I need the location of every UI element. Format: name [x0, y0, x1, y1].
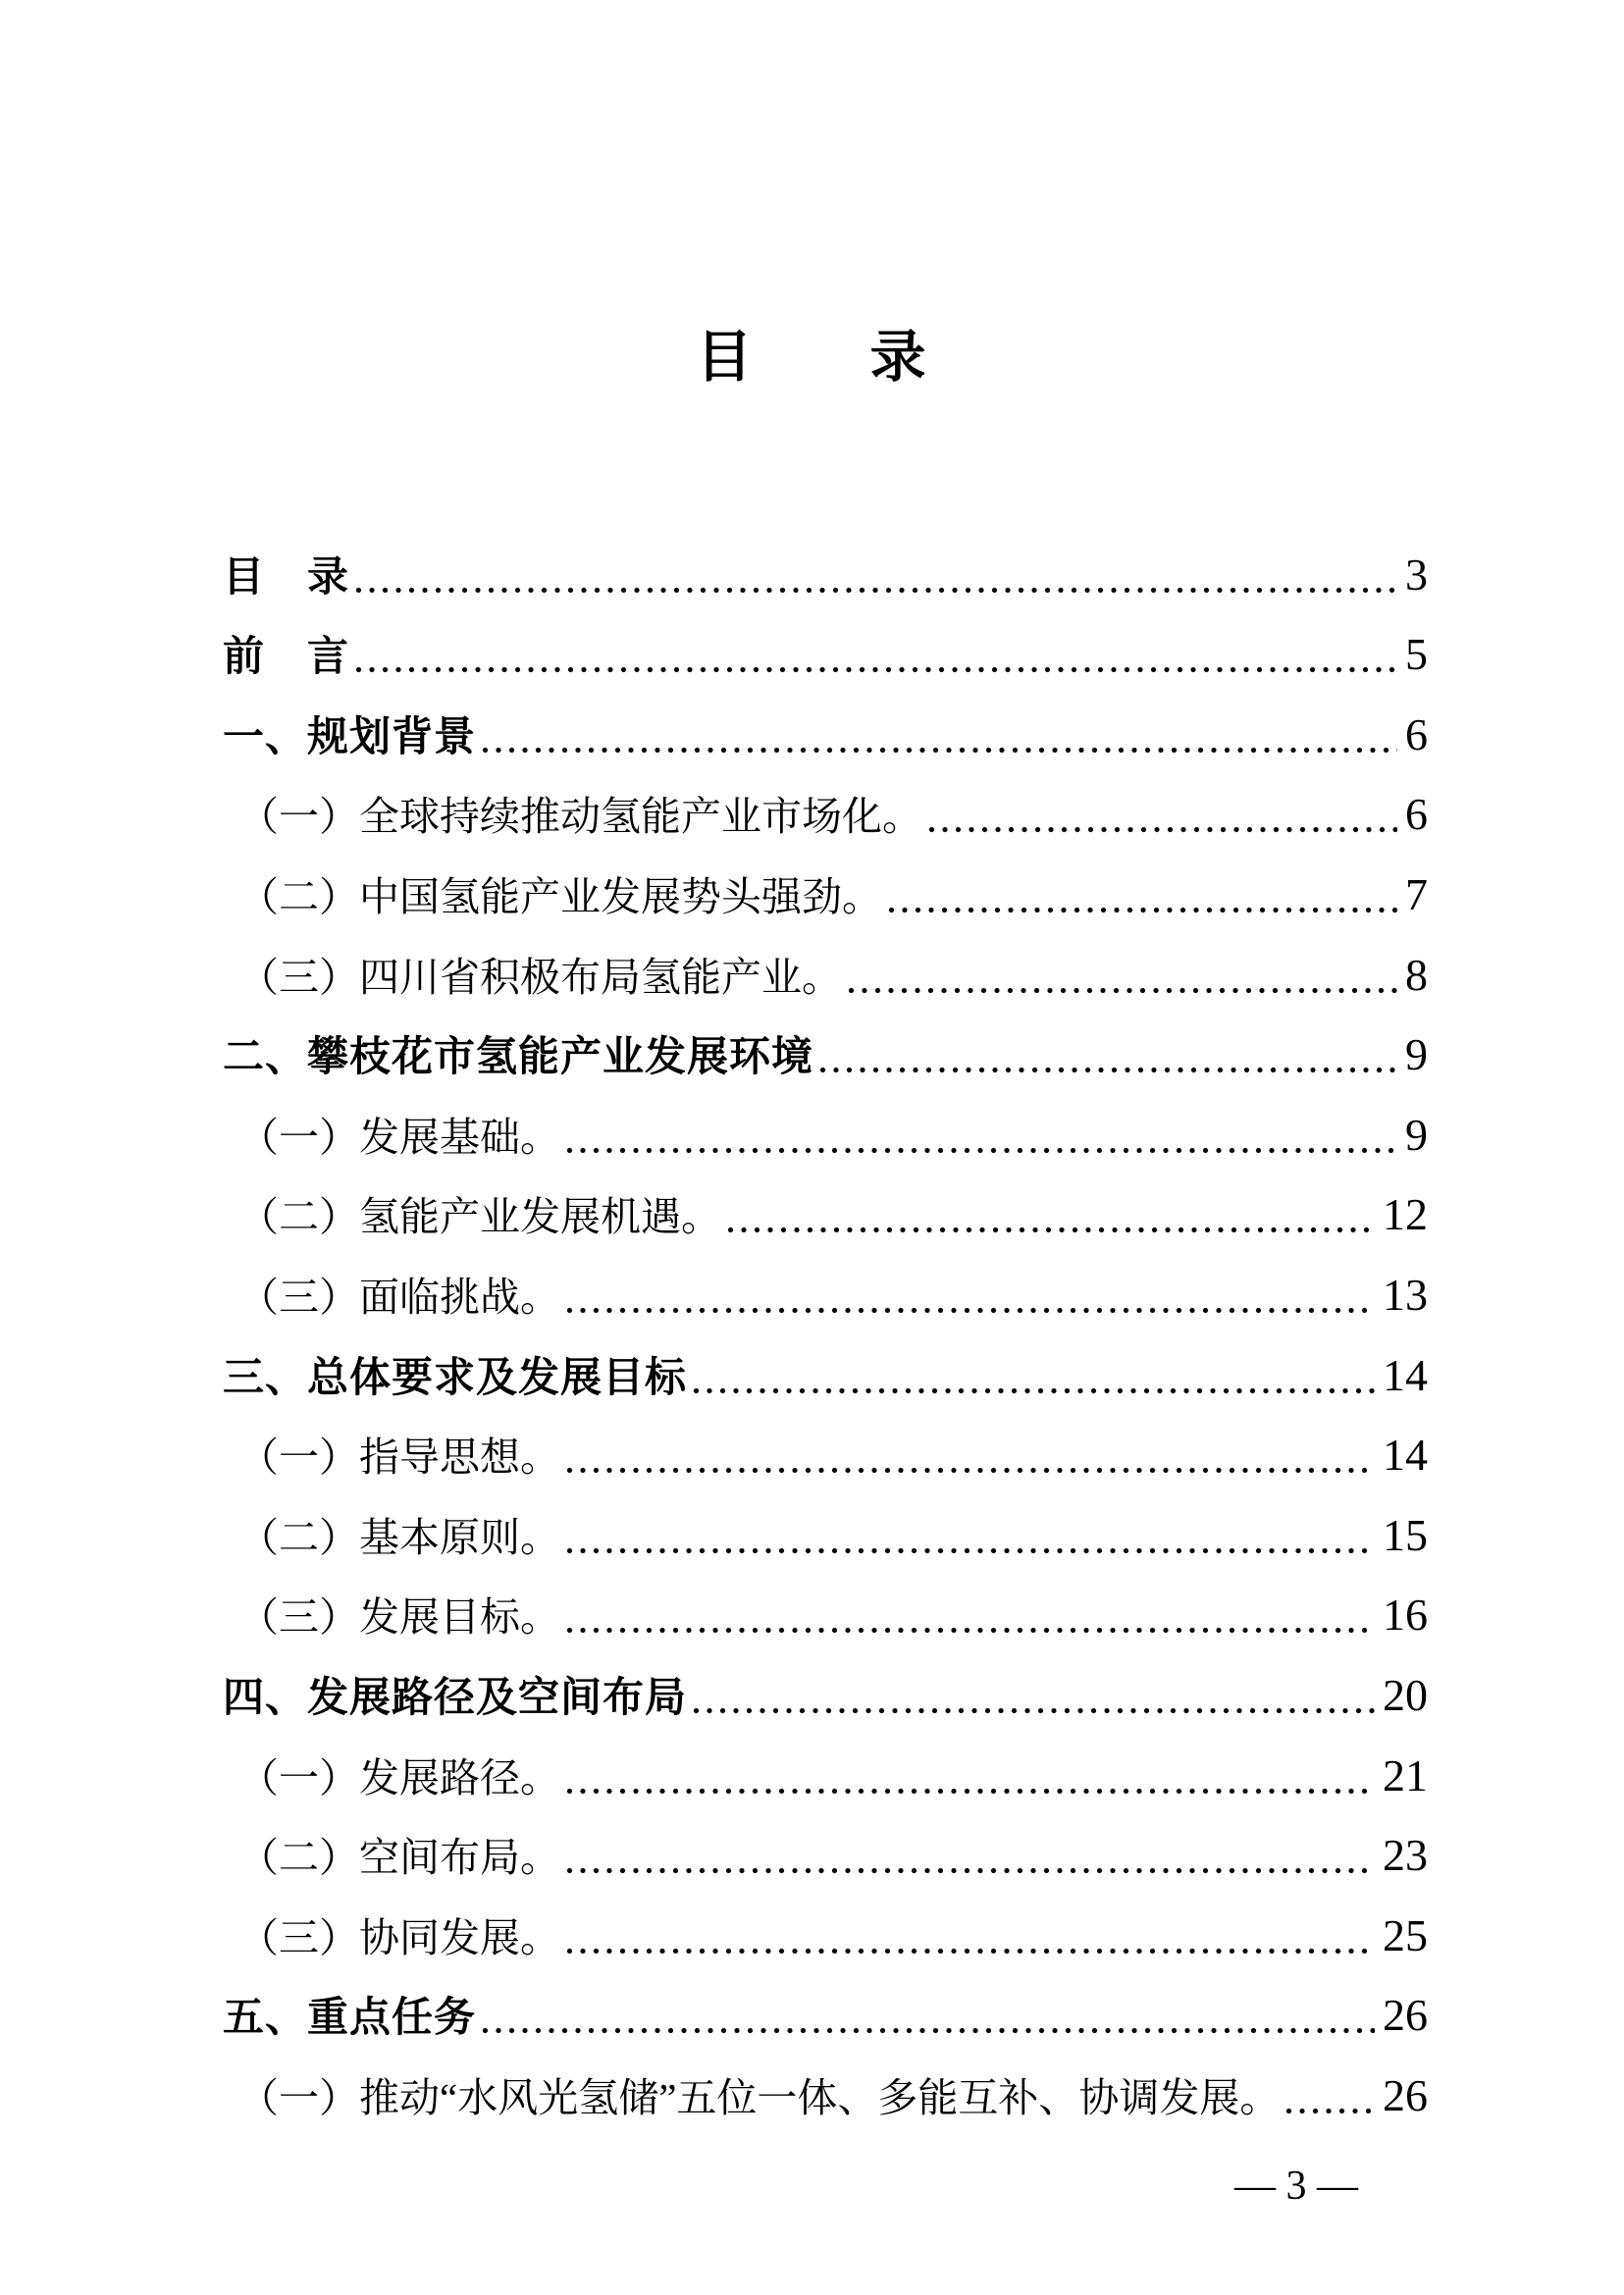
toc-entry-label: （二）基本原则。	[238, 1514, 560, 1560]
toc-entry-page-number: 6	[1405, 789, 1428, 840]
toc-entry-page-number: 26	[1383, 2069, 1428, 2120]
toc-entry-page-number: 9	[1405, 1029, 1428, 1080]
toc-entry-label: （一）发展基础。	[238, 1114, 560, 1160]
toc-entry-label: （二）空间布局。	[238, 1835, 560, 1881]
toc-entry-page-number: 25	[1383, 1909, 1428, 1960]
dot-leader	[566, 1867, 1375, 1874]
toc-entry[interactable]	[223, 1158, 1428, 1238]
dot-leader	[566, 1627, 1375, 1634]
toc-entry-label: （三）发展目标。	[238, 1594, 560, 1641]
toc-entry-page-number: 15	[1383, 1509, 1428, 1560]
toc-entry[interactable]	[223, 1558, 1428, 1639]
toc-entry[interactable]	[223, 1398, 1428, 1479]
toc-entry[interactable]	[223, 1077, 1428, 1158]
dot-leader	[566, 1147, 1397, 1154]
toc-entry-page-number: 14	[1383, 1349, 1428, 1400]
dot-leader	[888, 907, 1397, 913]
dot-leader	[566, 1467, 1375, 1474]
footer-page-number: — 3 —	[1234, 2164, 1358, 2209]
toc-entry-label: （一）全球持续推动氢能产业市场化。	[238, 794, 922, 840]
toc-entry-page-number: 6	[1405, 708, 1428, 759]
dot-leader	[727, 1226, 1375, 1233]
toc-entry-page-number: 21	[1383, 1749, 1428, 1800]
toc-entry[interactable]	[223, 1638, 1428, 1718]
toc-entry[interactable]	[223, 1878, 1428, 1958]
dot-leader	[566, 1948, 1375, 1955]
toc-entry[interactable]	[223, 757, 1428, 838]
toc-entry-label: 二、攀枝花市氢能产业发展环境	[223, 1033, 814, 1080]
toc-entry[interactable]	[223, 677, 1428, 757]
toc-entry[interactable]	[223, 1958, 1428, 2039]
dot-leader	[928, 826, 1397, 833]
toc-entry-label: （一）指导思想。	[238, 1434, 560, 1481]
toc-entry-label: （二）氢能产业发展机遇。	[238, 1194, 721, 1240]
toc-entry-page-number: 8	[1405, 949, 1428, 1000]
toc-entry[interactable]	[223, 517, 1428, 598]
toc-entry-label: （一）推动“水风光氢储”五位一体、多能互补、协调发展。	[238, 2074, 1281, 2120]
dot-leader	[566, 1547, 1375, 1554]
toc-entry[interactable]	[223, 837, 1428, 917]
toc-entry-label: 前 言	[223, 633, 350, 680]
toc-entry-label: 目 录	[223, 552, 350, 600]
toc-entry[interactable]	[223, 2038, 1428, 2118]
toc-entry-label: （三）协同发展。	[238, 1914, 560, 1960]
dot-leader	[693, 1707, 1375, 1714]
toc-entry[interactable]	[223, 598, 1428, 678]
toc-entry-label: （三）四川省积极布局氢能产业。	[238, 954, 842, 1000]
toc-entry-page-number: 26	[1383, 1990, 1428, 2041]
toc-entry-label: （一）发展路径。	[238, 1754, 560, 1800]
toc-entry-page-number: 5	[1405, 629, 1428, 680]
dot-leader	[1285, 2108, 1375, 2114]
toc-entry[interactable]	[223, 1237, 1428, 1318]
toc-entry-page-number: 3	[1405, 548, 1428, 600]
toc-entry[interactable]	[223, 1718, 1428, 1799]
toc-entry-label: 五、重点任务	[223, 1994, 477, 2041]
toc-entry-label: 一、规划背景	[223, 712, 477, 759]
toc-entry[interactable]	[223, 1799, 1428, 1879]
toc-entry[interactable]	[223, 998, 1428, 1078]
toc-entry[interactable]	[223, 1318, 1428, 1398]
toc-entry-page-number: 14	[1383, 1430, 1428, 1481]
dot-leader	[355, 666, 1397, 673]
toc-entry-label: （三）面临挑战。	[238, 1274, 560, 1320]
toc-entry-page-number: 7	[1405, 868, 1428, 919]
dot-leader	[566, 1307, 1375, 1314]
toc-entry[interactable]	[223, 917, 1428, 998]
toc-entry-page-number: 20	[1383, 1669, 1428, 1720]
dot-leader	[693, 1387, 1375, 1394]
dot-leader	[819, 1067, 1397, 1073]
table-of-contents	[223, 517, 1428, 2118]
page-title: 目 录	[696, 326, 928, 389]
toc-entry-page-number: 13	[1383, 1269, 1428, 1320]
dot-leader	[482, 747, 1397, 754]
toc-entry-label: （二）中国氢能产业发展势头强劲。	[238, 873, 882, 919]
toc-entry-page-number: 16	[1383, 1590, 1428, 1641]
dot-leader	[566, 1788, 1375, 1795]
toc-entry-label: 三、总体要求及发展目标	[223, 1353, 688, 1400]
toc-entry-page-number: 9	[1405, 1109, 1428, 1160]
dot-leader	[355, 587, 1397, 594]
toc-entry-page-number: 12	[1383, 1189, 1428, 1240]
toc-entry-label: 四、发展路径及空间布局	[223, 1673, 688, 1720]
toc-entry-page-number: 23	[1383, 1830, 1428, 1881]
dot-leader	[482, 2027, 1375, 2034]
dot-leader	[848, 987, 1397, 994]
toc-entry[interactable]	[223, 1478, 1428, 1558]
